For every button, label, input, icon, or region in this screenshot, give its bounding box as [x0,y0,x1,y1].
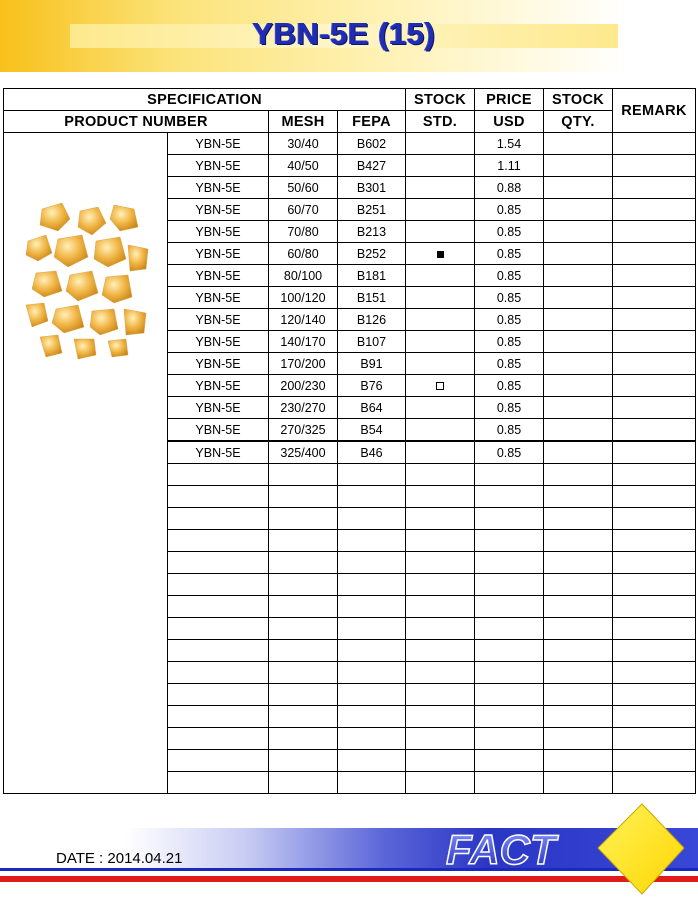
fepa-cell [338,618,406,640]
mesh-cell [269,574,338,596]
product-cell [168,530,269,552]
stock-qty-cell [544,155,613,177]
stock-cell [406,221,475,243]
stock-qty-header-1: STOCK [544,89,613,111]
product-cell [168,728,269,750]
stock-qty-header-2: QTY. [544,111,613,133]
remark-cell [613,552,696,574]
price-cell: 0.85 [475,441,544,464]
remark-cell [613,133,696,155]
mesh-cell: 230/270 [269,397,338,419]
product-cell: YBN-5E [168,287,269,309]
spec-header: SPECIFICATION [4,89,406,111]
remark-header: REMARK [613,89,696,133]
product-cell: YBN-5E [168,243,269,265]
stock-qty-cell [544,574,613,596]
product-cell [168,662,269,684]
product-cell [168,684,269,706]
stock-cell [406,177,475,199]
stock-cell [406,596,475,618]
spec-table [3,88,696,794]
remark-cell [613,155,696,177]
stock-std-header-2: STD. [406,111,475,133]
stock-cell [406,419,475,442]
stock-cell [406,309,475,331]
remark-cell [613,309,696,331]
remark-cell [613,353,696,375]
price-cell [475,530,544,552]
product-cell: YBN-5E [168,441,269,464]
product-cell [168,640,269,662]
price-cell: 0.88 [475,177,544,199]
stock-qty-cell [544,464,613,486]
fepa-cell: B213 [338,221,406,243]
stock-cell [406,441,475,464]
mesh-cell [269,508,338,530]
product-cell [168,574,269,596]
remark-cell [613,728,696,750]
mesh-cell: 80/100 [269,265,338,287]
mesh-cell: 30/40 [269,133,338,155]
price-cell [475,574,544,596]
remark-cell [613,574,696,596]
product-cell: YBN-5E [168,397,269,419]
fepa-cell [338,662,406,684]
stock-qty-cell [544,750,613,772]
stock-cell [406,508,475,530]
fepa-cell: B602 [338,133,406,155]
remark-cell [613,508,696,530]
fepa-cell [338,772,406,794]
mesh-cell: 170/200 [269,353,338,375]
remark-cell [613,375,696,397]
product-cell [168,552,269,574]
remark-cell [613,750,696,772]
fepa-cell: B107 [338,331,406,353]
price-cell [475,706,544,728]
price-cell: 0.85 [475,265,544,287]
fepa-cell: B46 [338,441,406,464]
stock-std-header-1: STOCK [406,89,475,111]
non-stocked-square-icon [436,382,444,390]
mesh-cell [269,662,338,684]
stock-cell [406,464,475,486]
price-cell [475,486,544,508]
stock-qty-cell [544,221,613,243]
remark-cell [613,419,696,442]
product-cell [168,706,269,728]
fepa-cell [338,750,406,772]
mesh-cell: 200/230 [269,375,338,397]
stock-cell [406,133,475,155]
price-cell [475,684,544,706]
fepa-cell: B252 [338,243,406,265]
fepa-cell [338,684,406,706]
stock-qty-cell [544,287,613,309]
product-cell: YBN-5E [168,353,269,375]
product-cell: YBN-5E [168,331,269,353]
price-header-2: USD [475,111,544,133]
price-cell: 0.85 [475,199,544,221]
remark-cell [613,618,696,640]
stock-cell [406,684,475,706]
product-cell [168,750,269,772]
stock-cell [406,706,475,728]
stock-cell [406,331,475,353]
fepa-cell [338,596,406,618]
remark-cell [613,397,696,419]
fepa-cell [338,552,406,574]
date-label: DATE : 2014.04.21 [56,850,183,867]
stock-cell [406,375,475,397]
remark-cell [613,221,696,243]
mesh-cell [269,596,338,618]
price-cell: 1.54 [475,133,544,155]
product-cell [168,772,269,794]
product-cell: YBN-5E [168,221,269,243]
product-cell [168,618,269,640]
stock-cell [406,199,475,221]
fepa-cell [338,728,406,750]
price-cell [475,596,544,618]
fepa-cell: B91 [338,353,406,375]
mesh-cell [269,530,338,552]
mesh-cell [269,640,338,662]
stock-qty-cell [544,552,613,574]
mesh-cell [269,618,338,640]
stock-qty-cell [544,353,613,375]
fepa-cell: B126 [338,309,406,331]
stock-qty-cell [544,772,613,794]
stock-qty-cell [544,397,613,419]
mesh-cell [269,750,338,772]
mesh-cell: 70/80 [269,221,338,243]
stock-qty-cell [544,662,613,684]
stock-cell [406,353,475,375]
mesh-header: MESH [269,111,338,133]
price-cell: 0.85 [475,375,544,397]
mesh-cell: 120/140 [269,309,338,331]
stock-qty-cell [544,199,613,221]
product-cell [168,486,269,508]
stock-qty-cell [544,177,613,199]
remark-cell [613,596,696,618]
stock-cell [406,155,475,177]
remark-cell [613,772,696,794]
price-cell [475,618,544,640]
mesh-cell: 50/60 [269,177,338,199]
stock-qty-cell [544,419,613,442]
price-cell: 0.85 [475,221,544,243]
stock-cell [406,618,475,640]
stock-cell [406,552,475,574]
crystal-grains-image [22,201,152,361]
stock-cell [406,640,475,662]
product-cell: YBN-5E [168,199,269,221]
stock-qty-cell [544,530,613,552]
price-header-1: PRICE [475,89,544,111]
price-cell [475,464,544,486]
stock-qty-cell [544,309,613,331]
stock-cell [406,662,475,684]
stock-qty-cell [544,640,613,662]
logo-text: FACT [446,826,556,873]
product-image-cell [4,133,168,794]
mesh-cell: 100/120 [269,287,338,309]
price-cell: 0.85 [475,287,544,309]
mesh-cell: 40/50 [269,155,338,177]
stock-cell [406,486,475,508]
fepa-cell: B427 [338,155,406,177]
remark-cell [613,684,696,706]
price-cell [475,508,544,530]
product-cell: YBN-5E [168,419,269,442]
stock-qty-cell [544,133,613,155]
stock-qty-cell [544,596,613,618]
stock-qty-cell [544,243,613,265]
product-cell: YBN-5E [168,375,269,397]
product-cell: YBN-5E [168,309,269,331]
fepa-cell [338,508,406,530]
mesh-cell [269,552,338,574]
price-cell: 0.85 [475,397,544,419]
stock-qty-cell [544,441,613,464]
mesh-cell [269,728,338,750]
stock-qty-cell [544,684,613,706]
stock-qty-cell [544,331,613,353]
price-cell: 0.85 [475,243,544,265]
remark-cell [613,331,696,353]
price-cell: 0.85 [475,353,544,375]
stock-cell [406,265,475,287]
product-cell: YBN-5E [168,177,269,199]
fepa-cell [338,530,406,552]
mesh-cell [269,684,338,706]
fepa-cell: B64 [338,397,406,419]
remark-cell [613,486,696,508]
price-cell [475,662,544,684]
fepa-cell [338,640,406,662]
fepa-cell [338,574,406,596]
price-cell [475,640,544,662]
stocked-standard-square-icon [437,251,444,258]
fact-logo [444,802,684,898]
price-cell [475,772,544,794]
fepa-cell: B76 [338,375,406,397]
fepa-cell [338,464,406,486]
remark-cell [613,640,696,662]
price-cell [475,728,544,750]
remark-cell [613,706,696,728]
product-number-header: PRODUCT NUMBER [4,111,269,133]
stock-qty-cell [544,618,613,640]
fepa-cell: B251 [338,199,406,221]
stock-qty-cell [544,728,613,750]
stock-qty-cell [544,375,613,397]
stock-cell [406,397,475,419]
stock-qty-cell [544,265,613,287]
price-cell [475,750,544,772]
product-cell [168,508,269,530]
fepa-header: FEPA [338,111,406,133]
product-cell [168,464,269,486]
page-title: YBN-5E (15) [252,16,436,51]
stock-cell [406,287,475,309]
remark-cell [613,464,696,486]
stock-qty-cell [544,486,613,508]
remark-cell [613,441,696,464]
product-cell: YBN-5E [168,133,269,155]
mesh-cell: 60/70 [269,199,338,221]
mesh-cell [269,706,338,728]
stock-cell [406,530,475,552]
price-cell: 0.85 [475,419,544,442]
stock-cell [406,574,475,596]
remark-cell [613,265,696,287]
fepa-cell [338,486,406,508]
remark-cell [613,177,696,199]
mesh-cell [269,772,338,794]
mesh-cell: 60/80 [269,243,338,265]
stock-cell [406,243,475,265]
remark-cell [613,199,696,221]
remark-cell [613,662,696,684]
fepa-cell: B151 [338,287,406,309]
stock-qty-cell [544,508,613,530]
product-cell [168,596,269,618]
price-cell [475,552,544,574]
product-cell: YBN-5E [168,265,269,287]
stock-qty-cell [544,706,613,728]
mesh-cell: 325/400 [269,441,338,464]
price-cell: 0.85 [475,331,544,353]
remark-cell [613,530,696,552]
mesh-cell: 140/170 [269,331,338,353]
product-cell: YBN-5E [168,155,269,177]
stock-cell [406,772,475,794]
fepa-cell [338,706,406,728]
fepa-cell: B54 [338,419,406,442]
fepa-cell: B181 [338,265,406,287]
mesh-cell [269,464,338,486]
stock-cell [406,728,475,750]
mesh-cell: 270/325 [269,419,338,442]
diamond-icon [598,804,684,894]
fepa-cell: B301 [338,177,406,199]
remark-cell [613,243,696,265]
mesh-cell [269,486,338,508]
stock-cell [406,750,475,772]
price-cell: 0.85 [475,309,544,331]
table-row [4,133,696,155]
price-cell: 1.11 [475,155,544,177]
remark-cell [613,287,696,309]
